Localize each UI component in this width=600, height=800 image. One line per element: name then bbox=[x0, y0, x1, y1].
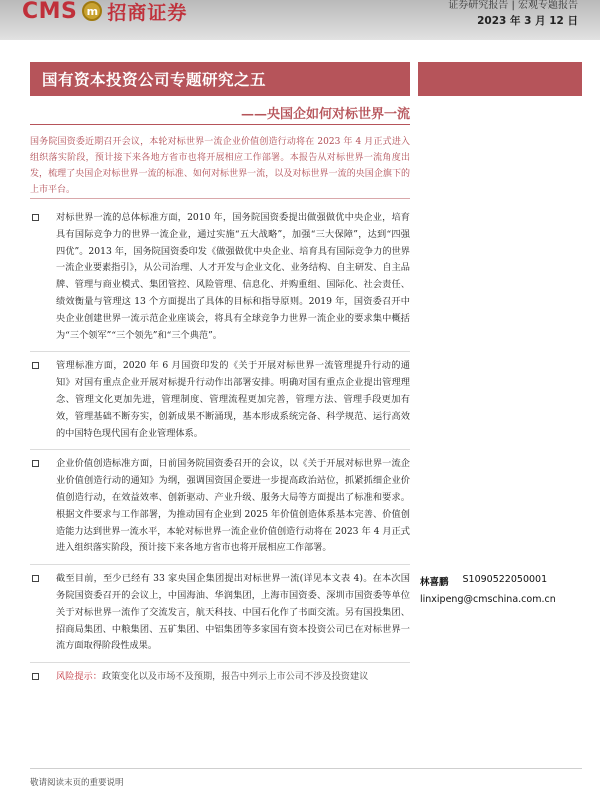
square-bullet-icon bbox=[32, 460, 39, 467]
risk-item bbox=[30, 669, 410, 686]
report-type: 证券研究报告 | 宏观专题报告 bbox=[448, 0, 578, 11]
bullet-item bbox=[30, 456, 410, 557]
logo-badge-icon: m bbox=[82, 1, 102, 21]
bullet-divider bbox=[30, 351, 410, 352]
title-divider bbox=[30, 124, 410, 125]
report-date: 2023 年 3 月 12 日 bbox=[477, 15, 578, 27]
bullet-divider bbox=[30, 449, 410, 450]
footer-divider bbox=[30, 768, 582, 769]
bullet-divider bbox=[30, 662, 410, 663]
bullet-divider bbox=[30, 564, 410, 565]
bullet-text: 企业价值创造标准方面，日前国务院国资委召开的会议，以《关于开展对标世界一流企业价值创造行动的通知》为纲，强调国资国企要进一步提高政治站位，抓紧抓细企业价值创造行动，在效益效率、创新驱动、产业升级、服务大局等方面提出了标准和要求。根据文件要求与工作部署，为推动国有企业到 2025 年价值创造体系基本完善、价值创造能力达到世界一流水平，本轮对标世界一流企业价值创造行动将在 2023 年 4 月正式进入组织落实阶段，预计接下来各地方省市也将开展相应工作部署。 bbox=[56, 458, 410, 554]
header-band bbox=[0, 0, 600, 40]
bullet-item bbox=[30, 571, 410, 655]
bullet-text: 管理标准方面，2020 年 6 月国资印发的《关于开展对标世界一流管理提升行动的通知》对国有重点企业开展对标提升行动作出部署安排。明确对国有重点企业提出管理理念、管理文化更加先进，管理制度、管理流程更加完善，管理方法、管理手段更加有效，管理基础不断夯实，创新成果不断涌现，基本形成系统完备、科学规范、运行高效的中国特色现代国有企业管理体系。 bbox=[56, 360, 410, 439]
analyst-name: 林喜鹏 bbox=[420, 577, 449, 588]
square-bullet-icon bbox=[32, 214, 39, 221]
analyst-line bbox=[420, 574, 590, 588]
square-bullet-icon bbox=[32, 673, 39, 680]
company-logo bbox=[22, 0, 187, 26]
analyst-info bbox=[420, 574, 590, 605]
page-subtitle: ——央国企如何对标世界一流 bbox=[240, 107, 410, 122]
title-band bbox=[30, 62, 410, 96]
summary-paragraph: 国务院国资委近期召开会议，本轮对标世界一流企业价值创造行动将在 2023 年 4 月正式进入组织落实阶段，预计接下来各地方省市也将开展相应工作部署。本报告从对标世界一流角度出发，梳理了央国企对标世界一流的标准、如何对标世界一流，以及对标世界一流的央国企旗下的上市平台。 bbox=[30, 137, 410, 195]
summary-divider bbox=[30, 198, 410, 199]
side-band bbox=[418, 62, 582, 96]
bullet-item bbox=[30, 202, 410, 344]
analyst-license: S1090522050001 bbox=[462, 574, 548, 585]
risk-text: 政策变化以及市场不及预期，报告中列示上市公司不涉及投资建议 bbox=[101, 671, 369, 683]
risk-label: 风险提示： bbox=[56, 671, 102, 683]
page-title: 国有资本投资公司专题研究之五 bbox=[42, 70, 267, 89]
square-bullet-icon bbox=[32, 575, 39, 582]
logo-latin: CMS bbox=[22, 0, 78, 24]
bullet-list bbox=[30, 202, 410, 693]
logo-chinese: 招商证券 bbox=[107, 1, 188, 24]
bullet-text: 截至目前，至少已经有 33 家央国企集团提出对标世界一流(详见本文表 4)。在本次国务院国资委召开的会议上，中国海油、华润集团，上海市国资委、深圳市国资委等单位关于对标世界一流作了交流发言，航天科技、中国石化作了书面交流。另有国投集团、招商局集团、中粮集团、五矿集团、中铝集团等多家国有资本投资公司已在对标世界一流方面取得阶段性成果。 bbox=[56, 573, 410, 652]
bullet-item bbox=[30, 358, 410, 442]
square-bullet-icon bbox=[32, 362, 39, 369]
footer-note: 敬请阅读末页的重要说明 bbox=[30, 778, 124, 788]
bullet-text: 对标世界一流的总体标准方面，2010 年，国务院国资委提出做强做优中央企业，培育具有国际竞争力的世界一流企业，通过实施“五大战略”，加强“三大保障”，达到“四强四优”。2013 年，国务院国资委印发《做强做优中央企业、培育具有国际竞争力的世界一流企业要素指引》，从公司治理、人才开发与企业文化、业务结构、自主研发、自主品牌、管理与商业模式、集团管控、风险管理、信息化、并购重组、国际化、社会责任、绩效衡量与管理这 13 个方面提出了具体的目标和指导原则。2019 年，国资委召开中央企业创建世界一流示范企业座谈会，将具有全球竞争力世界一流企业的要求集中概括为“三个领军”“三个领先”和“三个典范”。 bbox=[56, 212, 410, 341]
analyst-email[interactable]: linxipeng@cmschina.com.cn bbox=[420, 594, 556, 605]
